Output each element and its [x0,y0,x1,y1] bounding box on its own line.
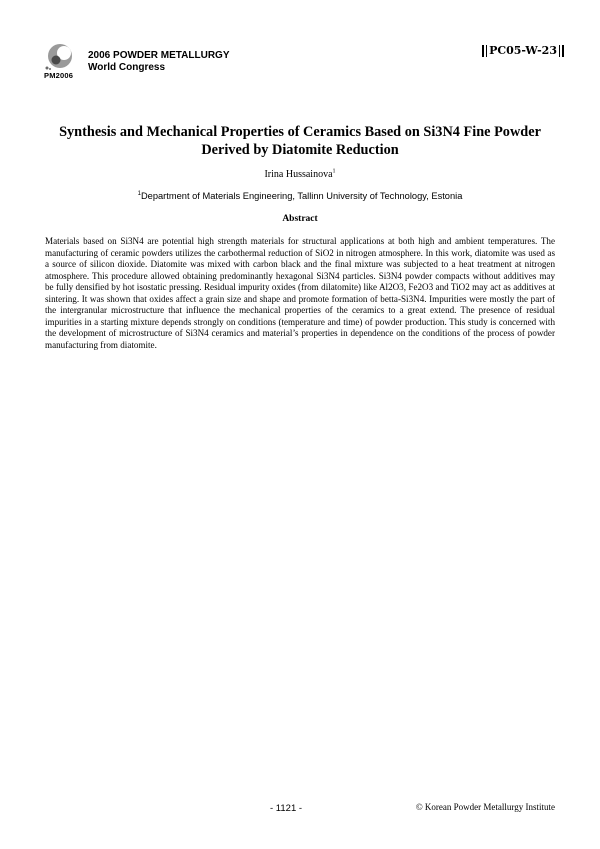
conference-logo [44,43,78,80]
affiliation-superscript: 1 [137,190,141,197]
paper-title: Synthesis and Mechanical Properties of Ceramics Based on Si3N4 Fine Powder Derived by Diatomite Reduction [59,124,541,158]
code-bar-left-thin [486,45,487,57]
paper-code-text: PC05-W-23 [489,44,557,57]
author-superscript: 1 [332,168,336,175]
author-name: Irina Hussainova [264,169,333,180]
affiliation-text: Department of Materials Engineering, Tallinn University of Technology, Estonia [140,191,463,201]
logo-text: PM2006 [44,71,74,80]
affiliation [0,191,600,201]
abstract-heading: Abstract [282,214,318,224]
abstract-text: Materials based on Si3N4 are potential high strength materials for structural applications at both high and ambient temperatures. The manufacturing of ceramic powders utilizes the carbothermal reduction of SiO2 in nitrogen atmosphere. In this work, diatomite was used as a source of silicon dioxide. Diatomite was mixed with carbon black and the final mixture was subjected to a heat treatment at nitrogen atmosphere. This procedure allowed obtaining predominantly hexagonal Si3N4 particles. Si3N4 powder compacts without additives may be fully densified by hot isostatic pressing. Residual impurity oxides (from dilatomite) like Al2O3, Fe2O3 and TiO2 may act as additives at sintering. It was shown that oxides affect a grain size and shape and promote formation of betta-Si3N4. Impurities were mostly the part of the intergranular microstructure that influence the mechanical properties of the ceramics to a great extend. The presence of residual impurities in a starting mixture depends strongly on conditions (temperature and time) of powder production. This study is concerned with the development of microstructure of Si3N4 ceramics and material’s properties in dependence on the conditions of the process of powder manufacturing from diatomite. [45,236,555,350]
powder-logo-icon [44,43,76,71]
copyright: © Korean Powder Metallurgy Institute [415,802,555,812]
paper-code [482,44,564,57]
page-number: - 1121 - [270,803,303,814]
code-bar-right [562,45,564,57]
conference-line-2: World Congress [88,62,166,73]
code-bar-right-thin [559,45,560,57]
author [0,169,600,180]
code-bar-left [482,45,484,57]
conference-line-1: 2006 POWDER METALLURGY [88,50,230,61]
conference-name [88,50,230,74]
